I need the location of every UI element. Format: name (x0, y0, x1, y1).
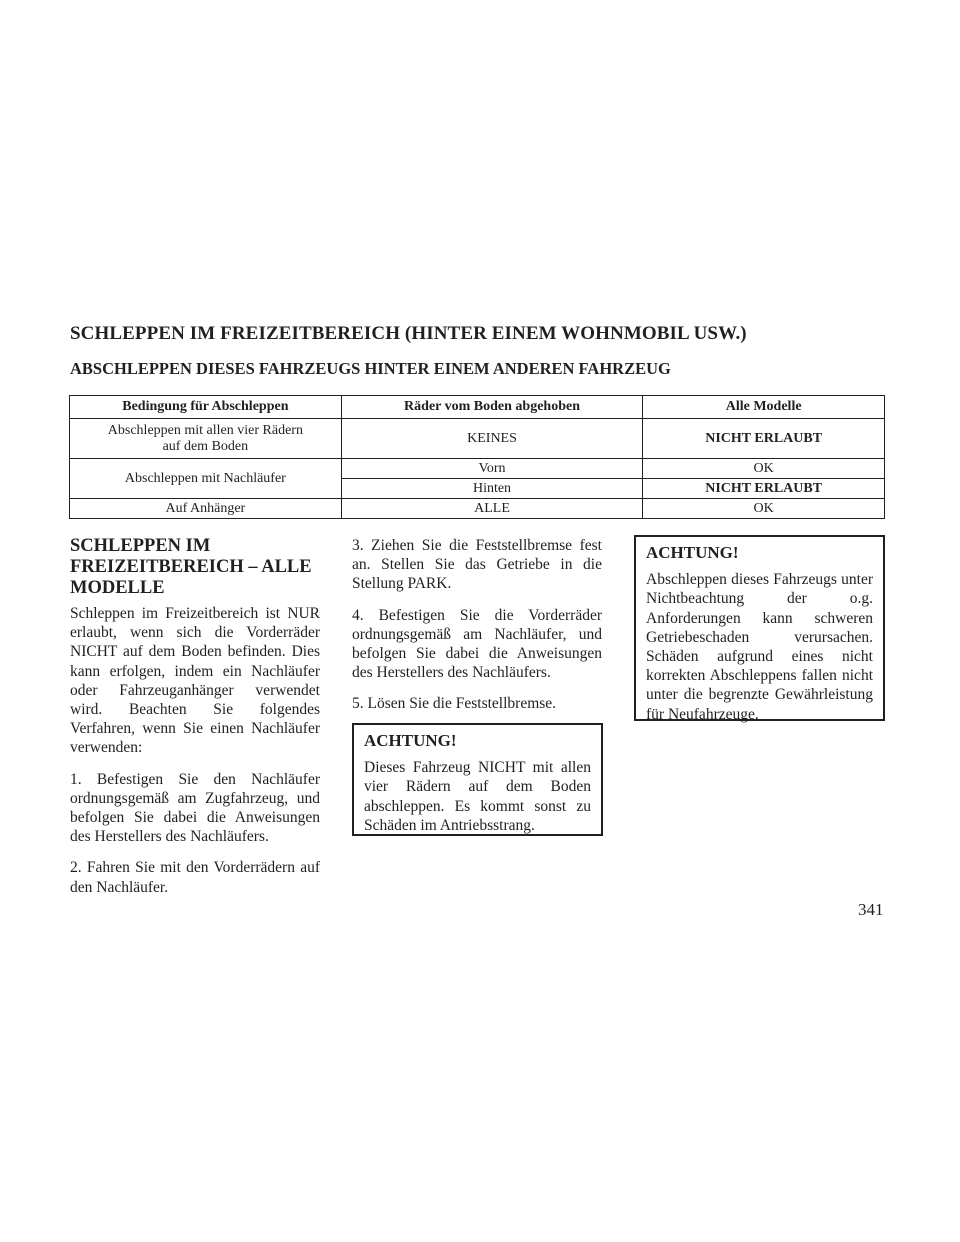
table-cell: NICHT ERLAUBT (643, 419, 885, 459)
step-item: 2. Fahren Sie mit den Vorderrädern auf den Nachläufer. (70, 859, 320, 896)
intro-paragraph: Schleppen im Freizeitbereich ist NUR erlaubt, wenn sich die Vorderräder NICHT auf dem Boden befinden. Dies kann erfolgen, indem ein Nachläufer oder Fahrzeuganhänger verwendet wird. Beachten Sie folgendes Verfahren, wenn Sie einen Nachläufer verwenden: (70, 605, 320, 757)
step-item: 5. Lösen Sie die Feststellbremse. (352, 695, 557, 713)
left-column (70, 604, 320, 909)
table-header: Bedingung für Abschleppen (70, 396, 342, 419)
table-cell: Abschleppen mit Nachläufer (70, 459, 342, 499)
table-cell: OK (643, 499, 885, 519)
warning-box (634, 535, 885, 721)
warning-text: Abschleppen dieses Fahrzeugs unter Nichtbeachtung der o.g. Anforderungen kann schweren Getriebeschaden verursachen. Schäden aufgrund eines nicht korrekten Abschleppens fallen nicht unter die begrenzte Gewährleistung für Neufahrzeuge. (646, 571, 873, 723)
warning-title: ACHTUNG! (364, 731, 457, 750)
table-header-row (70, 396, 885, 419)
section-subtitle: ABSCHLEPPEN DIESES FAHRZEUGS HINTER EINEM ANDEREN FAHRZEUG (70, 359, 671, 378)
table-cell: Vorn (341, 459, 643, 479)
towing-table (69, 395, 885, 519)
table-row (70, 499, 885, 519)
table-header: Räder vom Boden abgehoben (341, 396, 643, 419)
table-cell: KEINES (341, 419, 643, 459)
warning-text: Dieses Fahrzeug NICHT mit allen vier Rädern auf dem Boden abschleppen. Es kommt sonst zu Schäden im Antriebsstrang. (364, 759, 591, 834)
table-row (70, 459, 885, 479)
middle-column (352, 536, 602, 726)
page-title: SCHLEPPEN IM FREIZEITBEREICH (HINTER EINEM WOHNMOBIL USW.) (70, 323, 747, 344)
step-item: 3. Ziehen Sie die Feststellbremse fest an. Stellen Sie das Getriebe in die Stellung PARK. (352, 537, 602, 593)
table-cell: Abschleppen mit allen vier Rädern auf dem Boden (70, 419, 342, 459)
step-item: 4. Befestigen Sie die Vorderräder ordnungsgemäß am Nachläufer, und befolgen Sie dabei die Anweisungen des Herstellers des Nachläufers. (352, 606, 602, 682)
table-cell: ALLE (341, 499, 643, 519)
table-cell: Auf Anhänger (70, 499, 342, 519)
table-row (70, 419, 885, 459)
table-cell: Hinten (341, 479, 643, 499)
step-item: 1. Befestigen Sie den Nachläufer ordnungsgemäß am Zugfahrzeug, und befolgen Sie dabei die Anweisungen des Herstellers des Nachläufers. (70, 770, 320, 846)
page-number: 341 (858, 900, 884, 919)
warning-title: ACHTUNG! (646, 543, 739, 562)
table-cell: NICHT ERLAUBT (643, 479, 885, 499)
table-cell: OK (643, 459, 885, 479)
warning-box (352, 723, 603, 836)
table-header: Alle Modelle (643, 396, 885, 419)
section-heading: SCHLEPPEN IM FREIZEITBEREICH – ALLE MODELLE (70, 536, 312, 598)
